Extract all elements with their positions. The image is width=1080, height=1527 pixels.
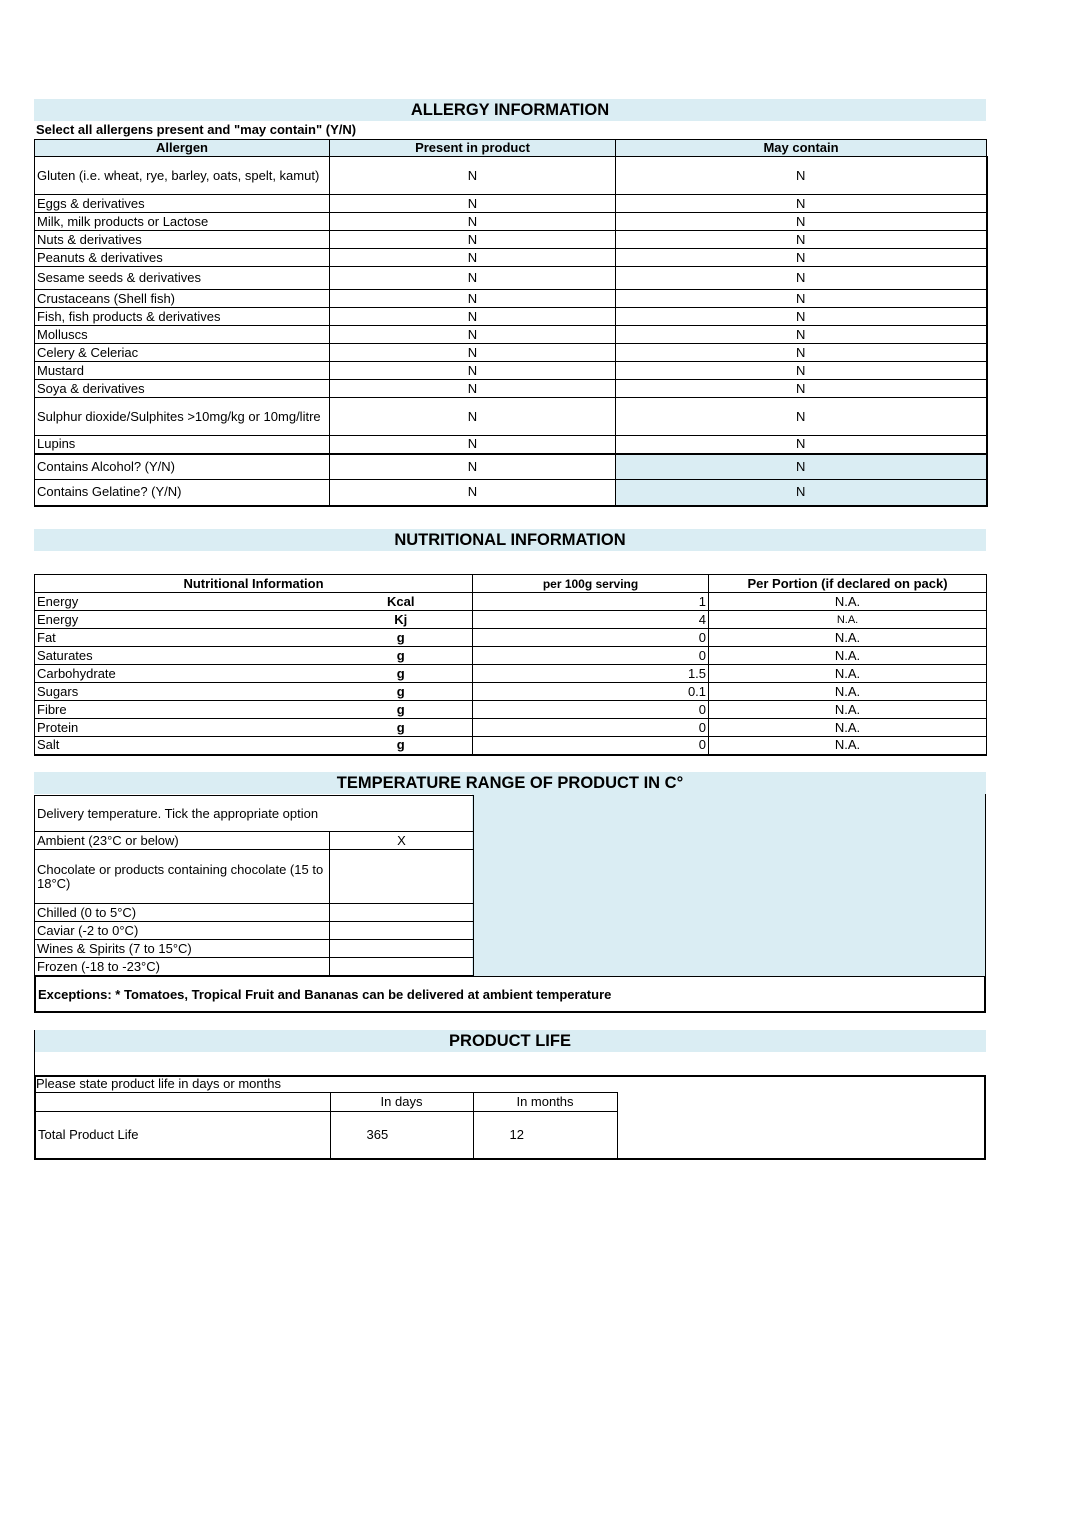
allergen-may-contain-value: N: [616, 480, 987, 506]
allergen-name: Nuts & derivatives: [35, 231, 330, 249]
nutrient-per-100g: 0.1: [473, 683, 709, 701]
nutrition-row: [35, 665, 987, 683]
allergen-may-contain-value: N: [616, 195, 987, 213]
temperature-row: [35, 904, 474, 922]
allergen-may-contain-value: N: [616, 326, 987, 344]
allergen-present-value: N: [330, 480, 616, 506]
nutrient-per-portion: N.A.: [709, 611, 987, 629]
nutrient-name: Fat: [35, 629, 330, 647]
allergy-row: [35, 344, 987, 362]
allergy-header-present: Present in product: [330, 140, 616, 157]
allergen-name: Sulphur dioxide/Sulphites >10mg/kg or 10mg/litre: [35, 398, 330, 436]
allergy-row: [35, 380, 987, 398]
nutrient-per-100g: 4: [473, 611, 709, 629]
nutrient-per-portion: N.A.: [709, 647, 987, 665]
allergen-present-value: N: [330, 344, 616, 362]
product-life-header-months: In months: [473, 1093, 617, 1112]
allergen-name: Mustard: [35, 362, 330, 380]
nutrition-header-name: Nutritional Information: [35, 575, 473, 593]
temperature-row: [35, 940, 474, 958]
nutrition-header-portion: Per Portion (if declared on pack): [709, 575, 987, 593]
nutrient-unit: g: [330, 701, 473, 719]
allergen-present-value: N: [330, 326, 616, 344]
nutrient-per-100g: 1.5: [473, 665, 709, 683]
nutrition-row: [35, 683, 987, 701]
nutrient-unit: g: [330, 647, 473, 665]
allergen-present-value: N: [330, 267, 616, 290]
allergen-present-value: N: [330, 195, 616, 213]
allergen-name: Contains Gelatine? (Y/N): [35, 480, 330, 506]
allergen-present-value: N: [330, 231, 616, 249]
allergen-present-value: N: [330, 249, 616, 267]
product-life-table: [34, 1092, 618, 1160]
nutrition-title: NUTRITIONAL INFORMATION: [34, 529, 986, 551]
allergy-header-may: May contain: [616, 140, 987, 157]
temperature-option-tick[interactable]: [330, 940, 474, 958]
temperature-option-label: Caviar (-2 to 0°C): [35, 922, 330, 940]
nutrient-name: Sugars: [35, 683, 330, 701]
temperature-title: TEMPERATURE RANGE OF PRODUCT IN C°: [34, 772, 986, 794]
temperature-option-label: Ambient (23°C or below): [35, 832, 330, 850]
nutrient-name: Carbohydrate: [35, 665, 330, 683]
allergen-may-contain-value: N: [616, 231, 987, 249]
allergen-may-contain-value: N: [616, 157, 987, 195]
product-life-label: Total Product Life: [35, 1112, 330, 1159]
product-life-days: 365: [330, 1112, 473, 1159]
product-life-title: PRODUCT LIFE: [34, 1030, 986, 1052]
nutrition-row: [35, 629, 987, 647]
allergen-may-contain-value: N: [616, 290, 987, 308]
allergen-name: Milk, milk products or Lactose: [35, 213, 330, 231]
allergen-may-contain-value: N: [616, 454, 987, 480]
allergen-present-value: N: [330, 213, 616, 231]
temperature-option-tick[interactable]: [330, 904, 474, 922]
nutrient-unit: Kj: [330, 611, 473, 629]
allergy-row: [35, 308, 987, 326]
temperature-exceptions-box: [34, 976, 986, 1013]
allergy-table: [34, 139, 988, 507]
allergy-row: [35, 231, 987, 249]
allergen-may-contain-value: N: [616, 362, 987, 380]
allergen-may-contain-value: N: [616, 267, 987, 290]
allergy-row: [35, 362, 987, 380]
temperature-table: [34, 795, 474, 976]
temperature-row: [35, 850, 474, 904]
nutrient-name: Energy: [35, 611, 330, 629]
allergen-present-value: N: [330, 362, 616, 380]
allergen-present-value: N: [330, 380, 616, 398]
temperature-option-tick[interactable]: [330, 922, 474, 940]
nutrient-per-portion: N.A.: [709, 701, 987, 719]
nutrient-unit: g: [330, 737, 473, 755]
allergy-row: [35, 480, 987, 506]
nutrient-name: Saturates: [35, 647, 330, 665]
nutrition-table: [34, 574, 987, 756]
product-life-header-days: In days: [330, 1093, 473, 1112]
allergen-present-value: N: [330, 454, 616, 480]
allergy-row: [35, 249, 987, 267]
allergen-name: Eggs & derivatives: [35, 195, 330, 213]
allergen-may-contain-value: N: [616, 398, 987, 436]
temperature-option-label: Frozen (-18 to -23°C): [35, 958, 330, 976]
allergen-name: Crustaceans (Shell fish): [35, 290, 330, 308]
allergy-row: [35, 454, 987, 480]
allergy-instruction: Select all allergens present and "may contain" (Y/N): [36, 122, 357, 137]
nutrition-row: [35, 701, 987, 719]
nutrition-header-per100: per 100g serving: [473, 575, 709, 593]
allergen-name: Contains Alcohol? (Y/N): [35, 454, 330, 480]
nutrient-per-portion: N.A.: [709, 593, 987, 611]
allergen-name: Celery & Celeriac: [35, 344, 330, 362]
nutrition-row: [35, 647, 987, 665]
temperature-instruction: Delivery temperature. Tick the appropriate option: [35, 796, 474, 832]
nutrition-row: [35, 611, 987, 629]
product-life-instruction: Please state product life in days or months: [36, 1076, 281, 1091]
allergy-row: [35, 157, 987, 195]
temperature-row: [35, 832, 474, 850]
allergy-row: [35, 398, 987, 436]
nutrient-per-100g: 1: [473, 593, 709, 611]
allergy-row: [35, 290, 987, 308]
allergen-name: Peanuts & derivatives: [35, 249, 330, 267]
temperature-option-label: Chocolate or products containing chocolate (15 to 18°C): [35, 850, 330, 904]
allergy-row: [35, 436, 987, 454]
temperature-option-label: Wines & Spirits (7 to 15°C): [35, 940, 330, 958]
nutrient-per-100g: 0: [473, 629, 709, 647]
temperature-option-tick[interactable]: [330, 850, 474, 904]
nutrient-per-portion: N.A.: [709, 665, 987, 683]
allergen-present-value: N: [330, 308, 616, 326]
allergy-row: [35, 195, 987, 213]
allergen-name: Molluscs: [35, 326, 330, 344]
nutrient-per-portion: N.A.: [709, 737, 987, 755]
nutrition-row: [35, 737, 987, 755]
allergen-name: Fish, fish products & derivatives: [35, 308, 330, 326]
allergen-present-value: N: [330, 436, 616, 454]
nutrient-per-portion: N.A.: [709, 629, 987, 647]
allergen-name: Soya & derivatives: [35, 380, 330, 398]
nutrition-row: [35, 593, 987, 611]
temperature-option-tick[interactable]: X: [330, 832, 474, 850]
nutrient-per-100g: 0: [473, 737, 709, 755]
nutrient-unit: g: [330, 665, 473, 683]
temperature-row: [35, 922, 474, 940]
allergen-may-contain-value: N: [616, 436, 987, 454]
nutrient-unit: g: [330, 683, 473, 701]
allergen-may-contain-value: N: [616, 344, 987, 362]
nutrient-unit: g: [330, 719, 473, 737]
nutrient-name: Energy: [35, 593, 330, 611]
nutrient-per-portion: N.A.: [709, 683, 987, 701]
nutrient-name: Salt: [35, 737, 330, 755]
nutrient-unit: Kcal: [330, 593, 473, 611]
allergen-name: Lupins: [35, 436, 330, 454]
temperature-exceptions: Exceptions: * Tomatoes, Tropical Fruit and Bananas can be delivered at ambient temperature: [38, 987, 612, 1002]
allergy-row: [35, 213, 987, 231]
nutrient-unit: g: [330, 629, 473, 647]
temperature-row: [35, 958, 474, 976]
nutrition-row: [35, 719, 987, 737]
allergen-may-contain-value: N: [616, 380, 987, 398]
temperature-option-tick[interactable]: [330, 958, 474, 976]
allergy-row: [35, 326, 987, 344]
allergen-present-value: N: [330, 398, 616, 436]
allergy-row: [35, 267, 987, 290]
allergy-title: ALLERGY INFORMATION: [34, 99, 986, 121]
allergen-may-contain-value: N: [616, 249, 987, 267]
product-life-months: 12: [473, 1112, 617, 1159]
allergy-header-allergen: Allergen: [35, 140, 330, 157]
nutrient-name: Protein: [35, 719, 330, 737]
nutrient-per-100g: 0: [473, 647, 709, 665]
allergen-may-contain-value: N: [616, 308, 987, 326]
temperature-option-label: Chilled (0 to 5°C): [35, 904, 330, 922]
nutrient-per-portion: N.A.: [709, 719, 987, 737]
allergen-present-value: N: [330, 290, 616, 308]
nutrient-per-100g: 0: [473, 701, 709, 719]
allergen-name: Gluten (i.e. wheat, rye, barley, oats, spelt, kamut): [35, 157, 330, 195]
allergen-name: Sesame seeds & derivatives: [35, 267, 330, 290]
allergen-may-contain-value: N: [616, 213, 987, 231]
allergen-present-value: N: [330, 157, 616, 195]
product-life-left-rule: [34, 1030, 35, 1075]
nutrient-per-100g: 0: [473, 719, 709, 737]
nutrient-name: Fibre: [35, 701, 330, 719]
temperature-fill: [472, 794, 986, 976]
